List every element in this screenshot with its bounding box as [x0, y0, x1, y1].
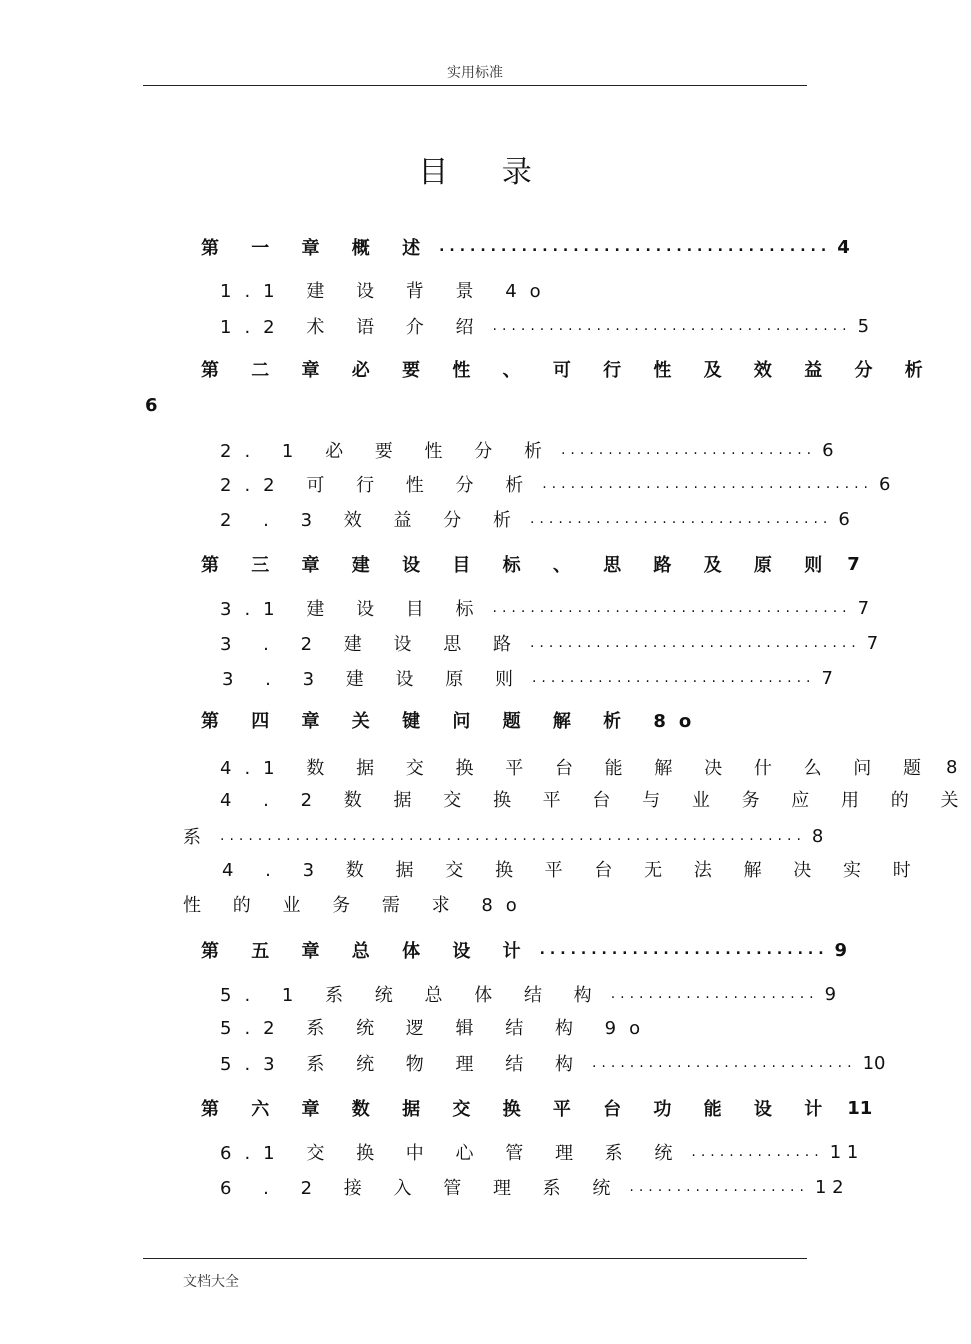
- toc-entry-chapter-5[interactable]: 第 五 章 总 体 设 计 ............................ 9: [201, 939, 848, 962]
- page-header: 实用标准: [447, 65, 503, 81]
- toc-entry-chapter-1[interactable]: 第 一 章 概 述 ...................................... 4: [201, 236, 850, 259]
- toc-entry-chapter-2-page: 6: [145, 395, 171, 416]
- toc-entry-2-3[interactable]: 2 . 3 效 益 分 析 ................................ 6: [220, 508, 850, 531]
- toc-entry-4-2[interactable]: 4 . 2 数 据 交 换 平 台 与 业 务 应 用 的 关: [220, 790, 971, 811]
- toc-entry-chapter-6[interactable]: 第 六 章 数 据 交 换 平 台 功 能 设 计 11: [201, 1097, 873, 1120]
- toc-entry-4-2-cont[interactable]: 系 .............................................................. 8: [183, 825, 824, 848]
- toc-entry-4-1[interactable]: 4.1 数 据 交 换 平 台 能 解 决 什 么 问 题 8: [220, 756, 958, 779]
- toc-entry-6-2[interactable]: 6 . 2 接 入 管 理 系 统 ................... 1 2: [220, 1176, 844, 1199]
- toc-entry-5-2[interactable]: 5.2 系 统 逻 辑 结 构 9o: [220, 1018, 654, 1039]
- toc-entry-1-1[interactable]: 1.1 建 设 背 景 4o: [220, 281, 554, 302]
- toc-entry-5-3[interactable]: 5.3 系 统 物 理 结 构 ............................ 10: [220, 1052, 886, 1075]
- toc-entry-3-2[interactable]: 3 . 2 建 设 思 路 ................................... 7: [220, 632, 879, 655]
- toc-entry-2-1[interactable]: 2. 1 必 要 性 分 析 ........................... 6: [220, 439, 834, 462]
- toc-title: 目 录: [418, 155, 554, 190]
- toc-entry-3-3[interactable]: 3 . 3 建 设 原 则 .............................. 7: [222, 667, 833, 690]
- toc-entry-5-1[interactable]: 5. 1 系 统 总 体 结 构 ...................... 9: [220, 983, 837, 1006]
- toc-entry-chapter-3[interactable]: 第 三 章 建 设 目 标 、 思 路 及 原 则 7: [201, 553, 860, 576]
- toc-entry-1-2[interactable]: 1.2 术 语 介 绍 ...................................... 5: [220, 315, 870, 338]
- toc-entry-3-1[interactable]: 3.1 建 设 目 标 ...................................... 7: [220, 597, 870, 620]
- toc-entry-4-3[interactable]: 4 . 3 数 据 交 换 平 台 无 法 解 决 实 时: [222, 860, 924, 881]
- toc-entry-chapter-2[interactable]: 第 二 章 必 要 性 、 可 行 性 及 效 益 分 析: [201, 360, 936, 381]
- toc-entry-6-1[interactable]: 6.1 交 换 中 心 管 理 系 统 .............. 1 1: [220, 1141, 859, 1164]
- toc-entry-chapter-4[interactable]: 第 四 章 关 键 问 题 解 析 8o: [201, 711, 705, 732]
- toc-entry-4-3-cont[interactable]: 性 的 业 务 需 求 8o: [183, 895, 530, 916]
- footer-rule: [143, 1258, 807, 1259]
- toc-entry-2-2[interactable]: 2.2 可 行 性 分 析 ................................... 6: [220, 473, 891, 496]
- page-footer: 文档大全: [183, 1274, 239, 1290]
